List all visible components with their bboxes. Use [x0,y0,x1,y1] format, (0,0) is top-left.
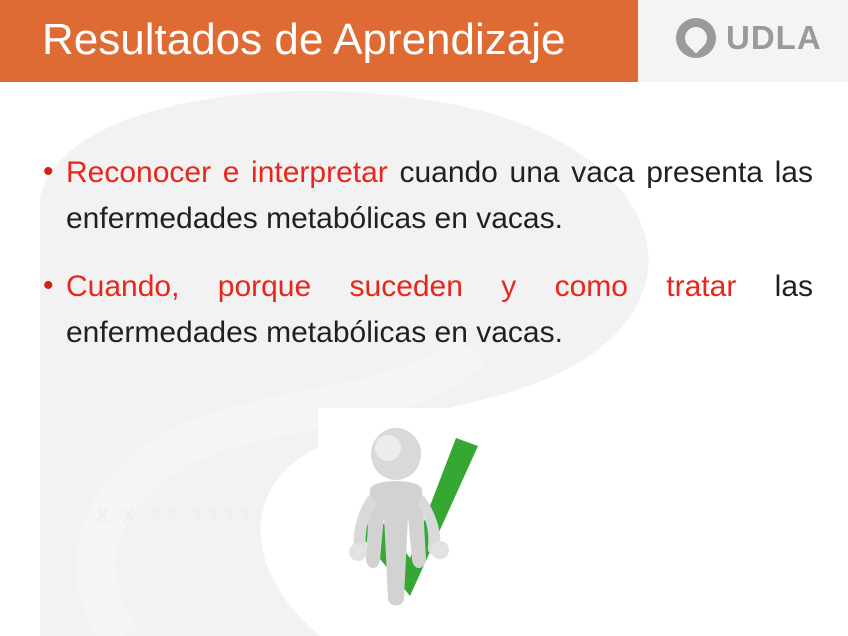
page-title: Resultados de Aprendizaje [42,15,566,64]
bullet-list [38,150,813,378]
bullet-rest: las enfermedades metabólicas en vacas. [66,270,813,349]
bullet-text [66,150,813,242]
bullet-rest: cuando una vaca presenta las enfermedades metabólicas en vacas. [66,156,813,235]
bullet-highlight: Cuando, porque suceden y como tratar [66,270,737,303]
bullet-text [66,264,813,356]
bullet-marker: • [43,155,54,188]
bullet-highlight: Reconocer e interpretar [66,156,388,189]
bullet-marker: • [43,269,54,302]
udla-swoosh-icon [676,18,716,58]
brand-logo [676,18,822,58]
list-item [38,150,813,242]
figure-image [318,408,500,616]
list-item [38,264,813,356]
logo-text: UDLA [726,19,822,56]
watermark-text: x x xx xxxx [96,498,255,528]
